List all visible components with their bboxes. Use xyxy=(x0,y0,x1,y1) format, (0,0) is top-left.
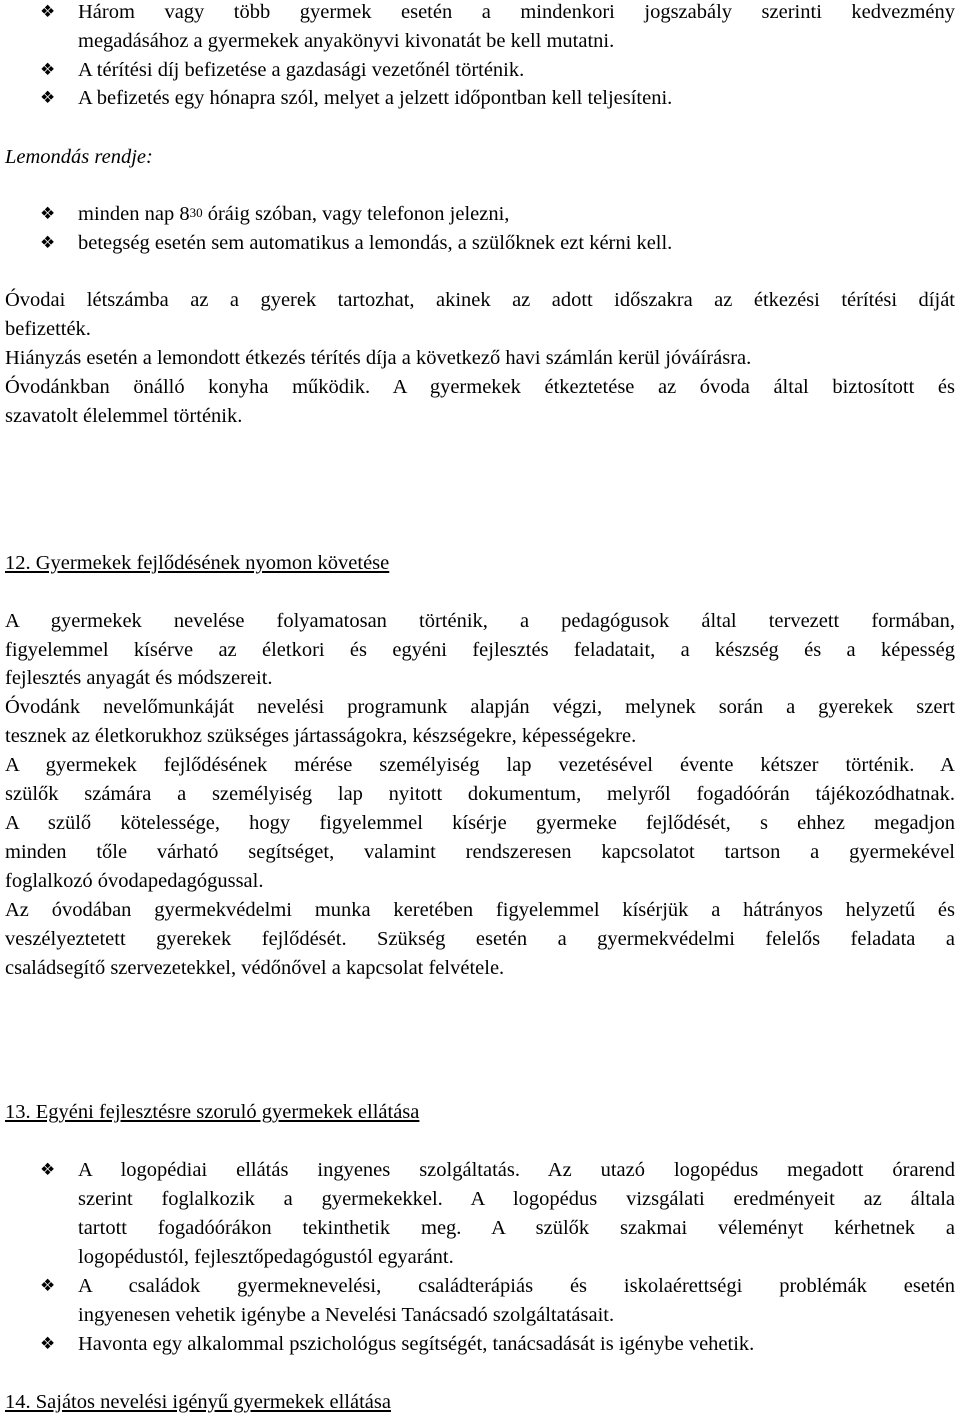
bullet-icon: ❖ xyxy=(40,204,56,224)
section-12-line: Az óvodában gyermekvédelmi munka keretében figyelemmel kísérjük a hátrányos helyzetű és xyxy=(5,899,955,921)
bullet-icon: ❖ xyxy=(40,1334,56,1354)
cancellation-item-time-post: óráig szóban, vagy telefonon jelezni, xyxy=(202,203,510,225)
section-12-line: figyelemmel kísérve az életkori és egyéni fejlesztés feladatait, a készség és a képesség xyxy=(5,639,955,661)
cancellation-item-time-pre: minden nap 8 xyxy=(78,203,190,225)
section-13-bullet-line: tartott fogadóórákon tekinthetik meg. A szülők szakmai véleményt kérhetnek a xyxy=(78,1217,955,1239)
bullet-icon: ❖ xyxy=(40,88,56,108)
paragraph-line: szavatolt élelemmel történik. xyxy=(5,405,243,427)
paragraph-line: Hiányzás esetén a lemondott étkezés térítés díja a következő havi számlán kerül jóváírásra. xyxy=(5,347,752,369)
section-13-bullet-line: ingyenesen vehetik igénybe a Nevelési Tanácsadó szolgáltatásait. xyxy=(78,1304,615,1326)
bullet-icon: ❖ xyxy=(40,1276,56,1296)
section-12-line: foglalkozó óvodapedagógussal. xyxy=(5,870,264,892)
section-12-line: A szülő kötelessége, hogy figyelemmel kísérje gyermeke fejlődését, s ehhez megadjon xyxy=(5,812,955,834)
bullet-text-line: A térítési díj befizetése a gazdasági vezetőnél történik. xyxy=(78,59,525,81)
bullet-text-line: megadásához a gyermekek anyakönyvi kivonatát be kell mutatni. xyxy=(78,30,615,52)
section-13-heading: 13. Egyéni fejlesztésre szoruló gyermekek ellátása xyxy=(5,1101,420,1123)
section-12-line: A gyermekek fejlődésének mérése személyiség lap vezetésével évente kétszer történik. A xyxy=(5,754,955,776)
section-13-bullet-line: A családok gyermeknevelési, családterápiás és iskolaérettségi problémák esetén xyxy=(78,1275,955,1297)
section-12-line: családsegítő szervezetekkel, védőnővel a kapcsolat felvétele. xyxy=(5,957,505,979)
section-14-heading: 14. Sajátos nevelési igényű gyermekek ellátása xyxy=(5,1391,391,1413)
section-13-bullet-line: logopédustól, fejlesztőpedagógustól egyaránt. xyxy=(78,1246,454,1268)
section-13-bullet-line: szerint foglalkozik a gyermekekkel. A logopédus vizsgálati eredményeit az általa xyxy=(78,1188,955,1210)
paragraph-line: Óvodánkban önálló konyha működik. A gyermekek étkeztetése az óvoda által biztosított és xyxy=(5,376,955,398)
section-12-line: fejlesztés anyagát és módszereit. xyxy=(5,667,273,689)
section-12-line: szülők számára a személyiség lap nyitott dokumentum, melyről fogadóórán tájékozódhatnak. xyxy=(5,783,955,805)
paragraph-line: Óvodai létszámba az a gyerek tartozhat, akinek az adott időszakra az étkezési térítési díját xyxy=(5,289,955,311)
bullet-icon: ❖ xyxy=(40,2,56,22)
cancellation-label: Lemondás rendje: xyxy=(5,146,153,168)
bullet-icon: ❖ xyxy=(40,60,56,80)
bullet-text-line: Három vagy több gyermek esetén a mindenkori jogszabály szerinti kedvezmény xyxy=(78,1,955,23)
bullet-icon: ❖ xyxy=(40,233,56,253)
cancellation-item-time xyxy=(78,202,955,226)
section-12-line: A gyermekek nevelése folyamatosan történik, a pedagógusok által tervezett formában, xyxy=(5,610,955,632)
section-12-line: tesznek az életkorukhoz szükséges jártasságokra, készségekre, képességekre. xyxy=(5,725,637,747)
paragraph-line: befizették. xyxy=(5,318,91,340)
section-13-bullet-line: Havonta egy alkalommal pszichológus segítségét, tanácsadását is igénybe vehetik. xyxy=(78,1333,755,1355)
bullet-icon: ❖ xyxy=(40,1160,56,1180)
section-12-line: veszélyeztetett gyerekek fejlődését. Szükség esetén a gyermekvédelmi felelős feladata a xyxy=(5,928,955,950)
section-12-heading: 12. Gyermekek fejlődésének nyomon követése xyxy=(5,552,390,574)
bullet-text-line: A befizetés egy hónapra szól, melyet a jelzett időpontban kell teljesíteni. xyxy=(78,87,673,109)
section-12-line: minden tőle várható segítséget, valamint rendszeresen kapcsolatot tartson a gyermekével xyxy=(5,841,955,863)
time-superscript: 30 xyxy=(189,205,203,220)
cancellation-item-sickness: betegség esetén sem automatikus a lemondás, a szülőknek ezt kérni kell. xyxy=(78,232,673,254)
section-13-bullet-line: A logopédiai ellátás ingyenes szolgáltatás. Az utazó logopédus megadott órarend xyxy=(78,1159,955,1181)
section-12-line: Óvodánk nevelőmunkáját nevelési programunk alapján végzi, melynek során a gyerekek szert xyxy=(5,696,955,718)
